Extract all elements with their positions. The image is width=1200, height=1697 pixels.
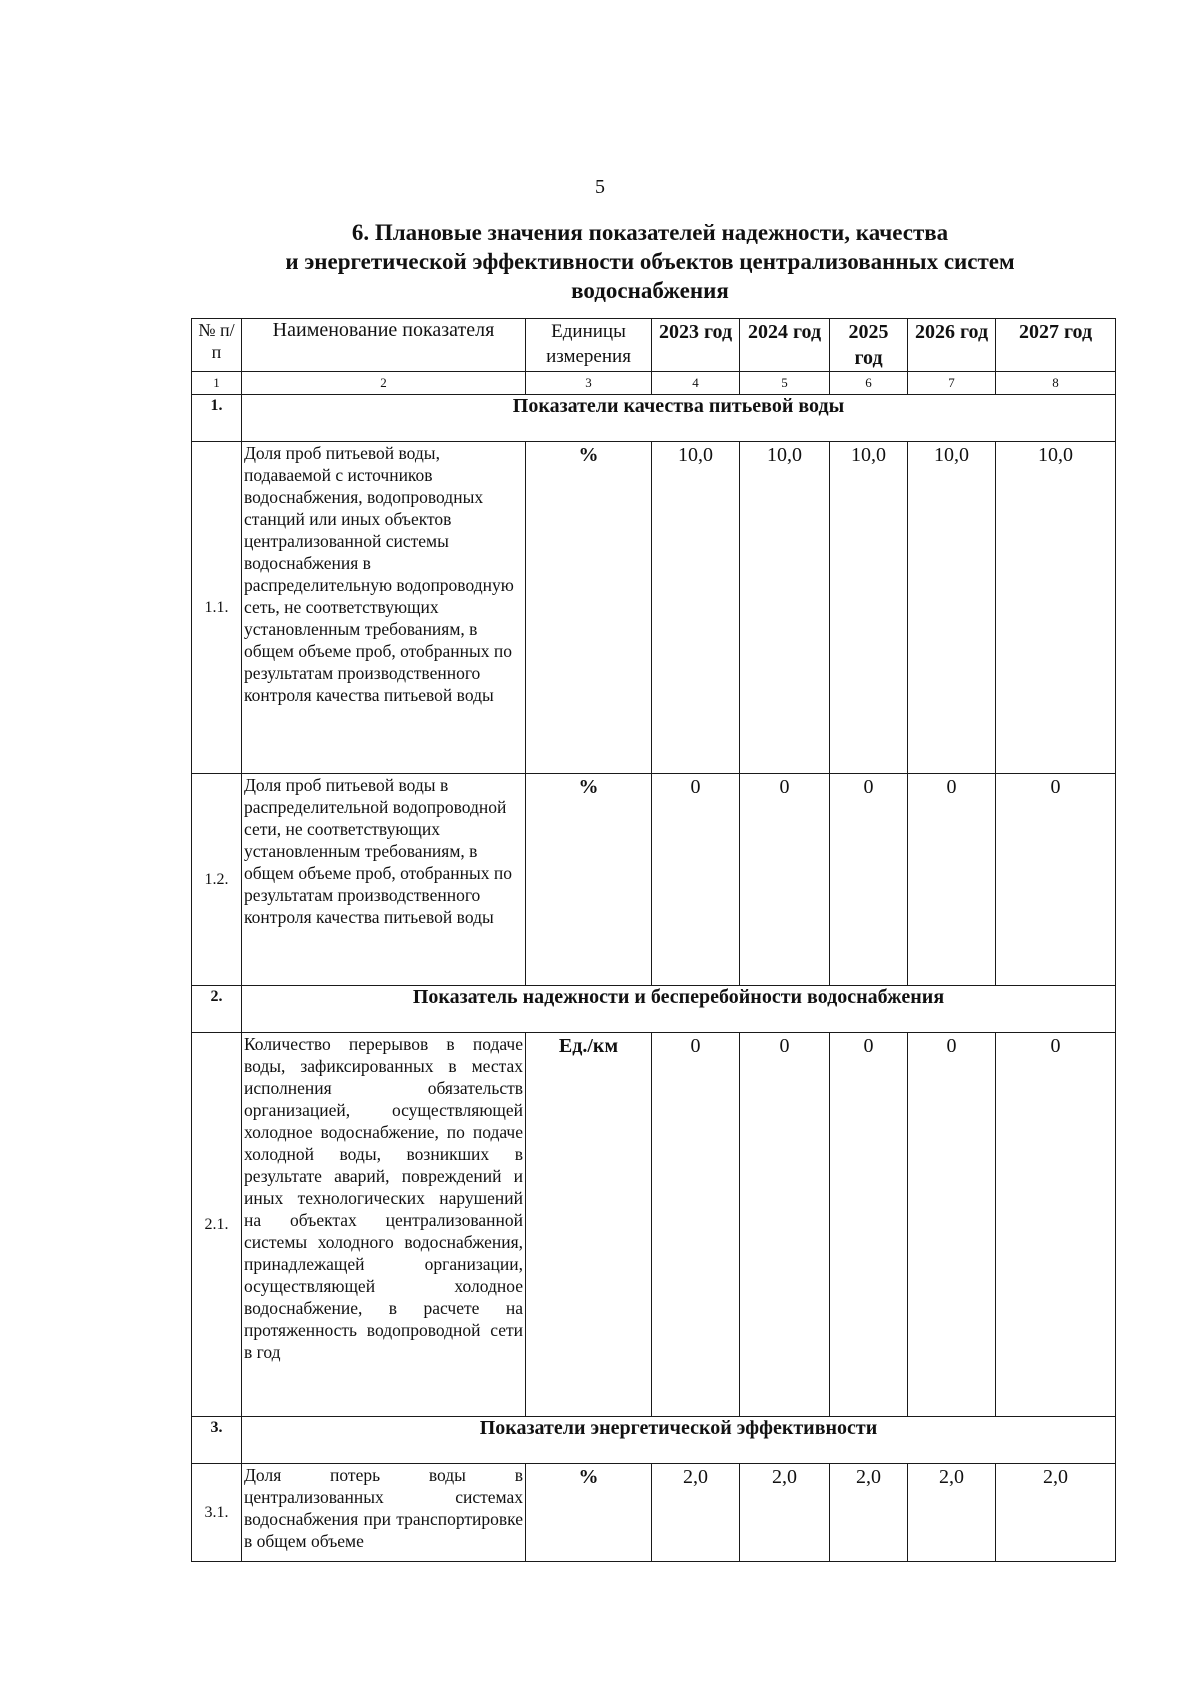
section-row xyxy=(192,986,1116,1033)
value-2026: 2,0 xyxy=(908,1464,996,1562)
indicator-name: Доля проб питьевой воды, подаваемой с источников водоснабжения, водопроводных станций или иных объектов централизованной системы водоснабжения в распределительную водопроводную сеть, не соответствующих установленным требованиям, в общем объеме проб, отобранных по результатам производственного контроля качества питьевой воды xyxy=(242,442,526,774)
header-year-2027: 2027 год xyxy=(996,319,1116,372)
table-row xyxy=(192,442,1116,774)
row-number: 1.1. xyxy=(192,442,242,774)
indicator-name: Количество перерывов в подаче воды, зафиксированных в местах исполнения обязательств организацией, осуществляющей холодное водоснабжение, по подаче холодной воды, возникших в результате аварий, повреждений и иных технологических нарушений на объектах централизованной системы холодного водоснабжения, принадлежащей организации, осуществляющей холодное водоснабжение, в расчете на протяженность водопроводной сети в год xyxy=(242,1033,526,1417)
value-2027: 0 xyxy=(996,1033,1116,1417)
section-row xyxy=(192,1417,1116,1464)
column-number: 8 xyxy=(996,372,1116,395)
column-number: 3 xyxy=(526,372,652,395)
table-header-row xyxy=(192,319,1116,372)
indicator-name: Доля потерь воды в централизованных системах водоснабжения при транспортировке в общем объеме xyxy=(242,1464,526,1562)
header-year-2025: 2025 год xyxy=(830,319,908,372)
column-number: 7 xyxy=(908,372,996,395)
value-2023: 10,0 xyxy=(652,442,740,774)
value-2023: 0 xyxy=(652,1033,740,1417)
table-row xyxy=(192,1033,1116,1417)
value-2024: 10,0 xyxy=(740,442,830,774)
value-2027: 10,0 xyxy=(996,442,1116,774)
value-2027: 2,0 xyxy=(996,1464,1116,1562)
value-2025: 0 xyxy=(830,1033,908,1417)
title-line-1: 6. Плановые значения показателей надежности, качества xyxy=(351,220,949,245)
section-title: Показатели качества питьевой воды xyxy=(242,395,1116,442)
value-2026: 0 xyxy=(908,1033,996,1417)
value-2024: 0 xyxy=(740,1033,830,1417)
page-number: 5 xyxy=(595,176,605,198)
section-number: 2. xyxy=(192,986,242,1033)
column-number: 2 xyxy=(242,372,526,395)
title-line-2: и энергетической эффективности объектов централизованных систем xyxy=(285,249,1015,274)
value-2025: 10,0 xyxy=(830,442,908,774)
column-number: 4 xyxy=(652,372,740,395)
indicators-table xyxy=(191,318,1116,1562)
value-2025: 0 xyxy=(830,774,908,986)
column-number: 6 xyxy=(830,372,908,395)
unit-value: Ед./км xyxy=(526,1033,652,1417)
value-2024: 0 xyxy=(740,774,830,986)
header-num: № п/п xyxy=(192,319,242,372)
column-number: 5 xyxy=(740,372,830,395)
table-row xyxy=(192,1464,1116,1562)
row-number: 2.1. xyxy=(192,1033,242,1417)
header-name: Наименование показателя xyxy=(242,319,526,372)
table-row xyxy=(192,774,1116,986)
unit-value: % xyxy=(526,774,652,986)
value-2025: 2,0 xyxy=(830,1464,908,1562)
value-2027: 0 xyxy=(996,774,1116,986)
section-number: 1. xyxy=(192,395,242,442)
header-year-2024: 2024 год xyxy=(740,319,830,372)
value-2023: 2,0 xyxy=(652,1464,740,1562)
section-title: Показатели энергетической эффективности xyxy=(242,1417,1116,1464)
section-title: Показатель надежности и бесперебойности водоснабжения xyxy=(242,986,1116,1033)
value-2026: 10,0 xyxy=(908,442,996,774)
column-numbers-row xyxy=(192,372,1116,395)
row-number: 1.2. xyxy=(192,774,242,986)
indicator-name: Доля проб питьевой воды в распределительной водопроводной сети, не соответствующих установленным требованиям, в общем объеме проб, отобранных по результатам производственного контроля качества питьевой воды xyxy=(242,774,526,986)
section-row xyxy=(192,395,1116,442)
value-2024: 2,0 xyxy=(740,1464,830,1562)
header-year-2026: 2026 год xyxy=(908,319,996,372)
row-number: 3.1. xyxy=(192,1464,242,1562)
value-2023: 0 xyxy=(652,774,740,986)
unit-value: % xyxy=(526,1464,652,1562)
header-year-2023: 2023 год xyxy=(652,319,740,372)
title-line-3: водоснабжения xyxy=(571,278,729,303)
page-title xyxy=(200,218,1100,305)
section-number: 3. xyxy=(192,1417,242,1464)
value-2026: 0 xyxy=(908,774,996,986)
unit-value: % xyxy=(526,442,652,774)
header-units: Единицы измерения xyxy=(526,319,652,372)
column-number: 1 xyxy=(192,372,242,395)
